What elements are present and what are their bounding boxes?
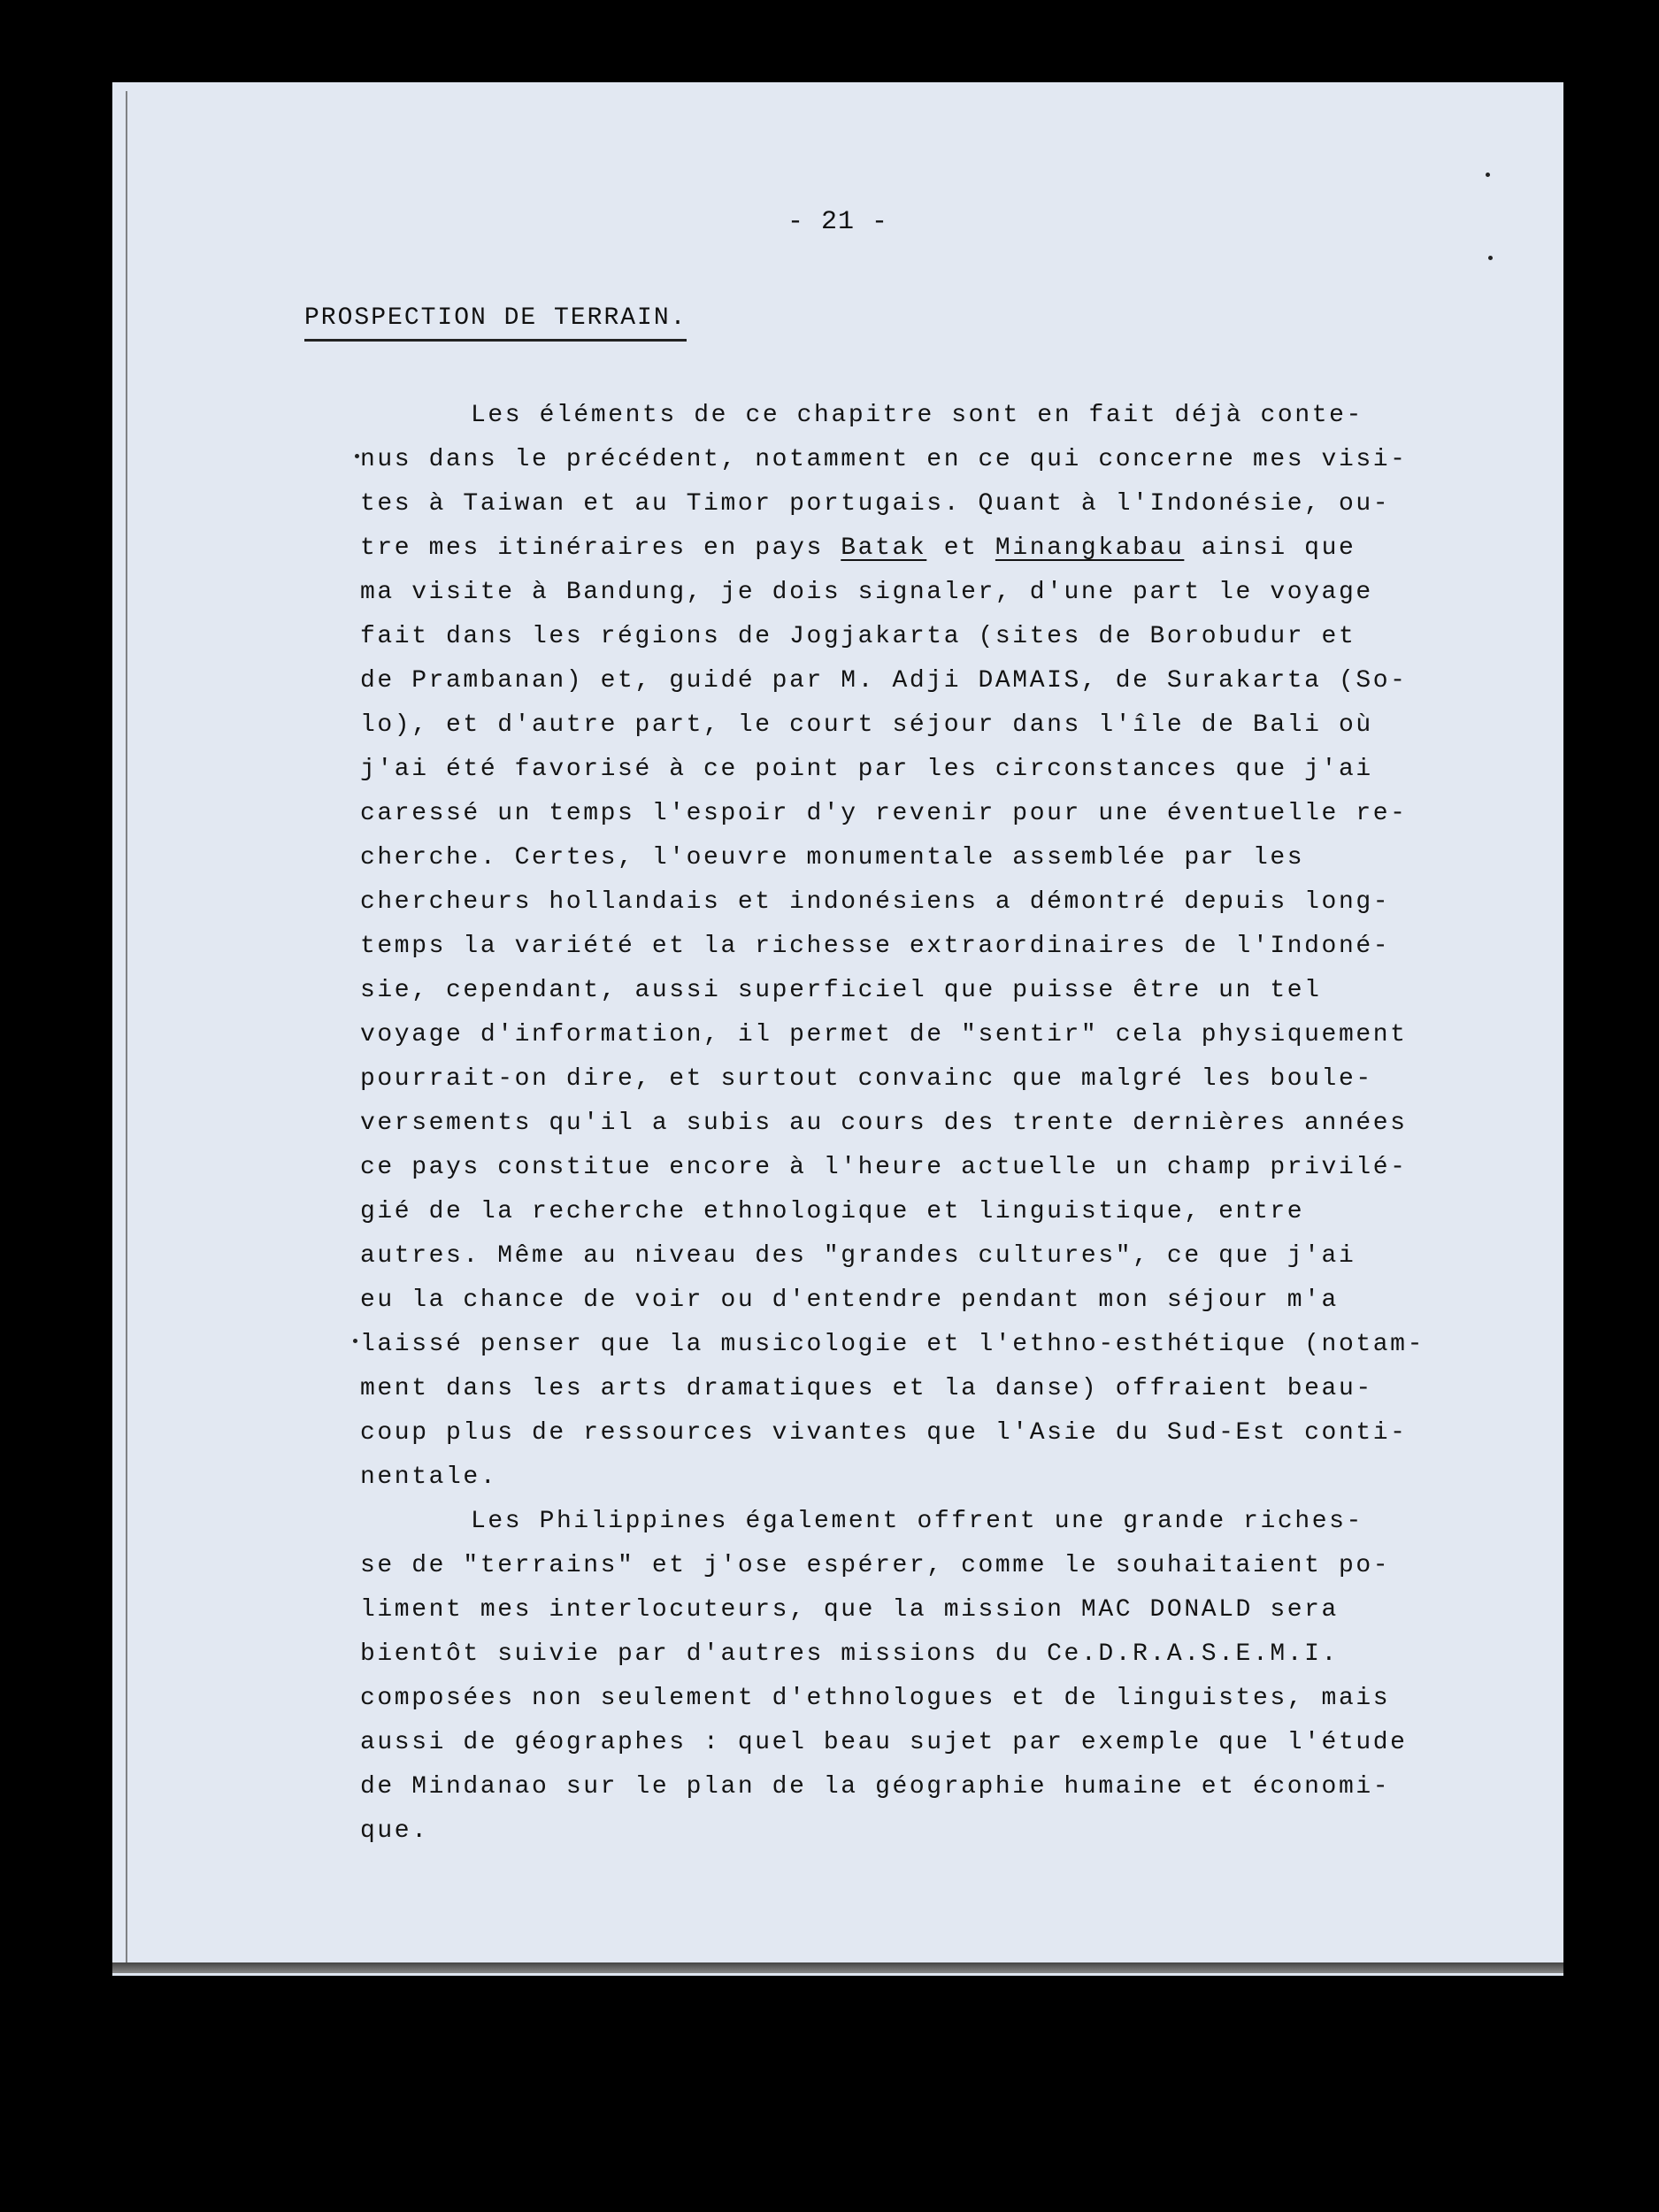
left-margin-line <box>126 91 127 1971</box>
text-segment: ainsi que <box>1201 534 1356 562</box>
body-text <box>360 394 1563 1854</box>
text-line: temps la variété et la richesse extraordinaires de l'Indoné- <box>360 933 1391 960</box>
text-line: gié de la recherche ethnologique et linguistique, entre <box>360 1198 1305 1225</box>
text-segment: et <box>943 534 979 562</box>
scan-speck <box>355 454 359 458</box>
text-line: nus dans le précédent, notamment en ce qui concerne mes visi- <box>360 446 1408 473</box>
text-line: ce pays constitue encore à l'heure actuelle un champ privilé- <box>360 1154 1408 1181</box>
document-page <box>112 82 1563 1976</box>
scan-speck <box>353 1339 357 1343</box>
text-segment: tre mes itinéraires en pays <box>360 534 824 562</box>
text-line: nentale. <box>360 1463 498 1491</box>
page-number: - 21 - <box>787 207 889 237</box>
text-line: eu la chance de voir ou d'entendre pendant mon séjour m'a <box>360 1286 1339 1314</box>
text-line: chercheurs hollandais et indonésiens a démontré depuis long- <box>360 888 1391 916</box>
text-line: lo), et d'autre part, le court séjour dans l'île de Bali où <box>360 711 1373 739</box>
text-line: Les Philippines également offrent une grande riches- <box>471 1508 1363 1535</box>
scan-fold-band <box>112 1962 1563 1973</box>
text-line: ma visite à Bandung, je dois signaler, d'une part le voyage <box>360 579 1373 606</box>
text-line <box>360 526 1563 571</box>
text-line: caressé un temps l'espoir d'y revenir pour une éventuelle re- <box>360 800 1408 827</box>
text-line: tes à Taiwan et au Timor portugais. Quant à l'Indonésie, ou- <box>360 490 1391 518</box>
text-line: ment dans les arts dramatiques et la danse) offraient beau- <box>360 1375 1373 1402</box>
text-line: voyage d'information, il permet de "sentir" cela physiquement <box>360 1021 1408 1048</box>
section-heading: PROSPECTION DE TERRAIN. <box>304 304 687 342</box>
underlined-word-batak: Batak <box>841 534 927 562</box>
text-line: se de "terrains" et j'ose espérer, comme le souhaitaient po- <box>360 1552 1391 1579</box>
text-line: bientôt suivie par d'autres missions du Ce.D.R.A.S.E.M.I. <box>360 1640 1339 1668</box>
text-line: composées non seulement d'ethnologues et de linguistes, mais <box>360 1685 1391 1712</box>
text-line: sie, cependant, aussi superficiel que puisse être un tel <box>360 977 1322 1004</box>
text-line: autres. Même au niveau des "grandes cultures", ce que j'ai <box>360 1242 1356 1270</box>
scan-speck <box>1486 173 1490 177</box>
text-line: Les éléments de ce chapitre sont en fait déjà conte- <box>471 402 1363 429</box>
lower-sheet-area <box>112 1973 1563 1976</box>
text-line: versements qu'il a subis au cours des trente dernières années <box>360 1110 1408 1137</box>
text-line: fait dans les régions de Jogjakarta (sites de Borobudur et <box>360 623 1356 650</box>
underlined-word-minangkabau: Minangkabau <box>995 534 1185 562</box>
text-line: de Prambanan) et, guidé par M. Adji DAMAIS, de Surakarta (So- <box>360 667 1408 695</box>
text-line: j'ai été favorisé à ce point par les circonstances que j'ai <box>360 756 1373 783</box>
text-line: coup plus de ressources vivantes que l'Asie du Sud-Est conti- <box>360 1419 1408 1447</box>
text-line: aussi de géographes : quel beau sujet par exemple que l'étude <box>360 1729 1408 1756</box>
text-line: liment mes interlocuteurs, que la mission MAC DONALD sera <box>360 1596 1339 1624</box>
text-line: que. <box>360 1817 429 1845</box>
text-line: cherche. Certes, l'oeuvre monumentale assemblée par les <box>360 844 1305 872</box>
scan-speck <box>1488 256 1493 260</box>
text-line: pourrait-on dire, et surtout convainc que malgré les boule- <box>360 1065 1373 1093</box>
text-line: de Mindanao sur le plan de la géographie humaine et économi- <box>360 1773 1391 1801</box>
text-line: laissé penser que la musicologie et l'ethno-esthétique (notam- <box>360 1331 1425 1358</box>
